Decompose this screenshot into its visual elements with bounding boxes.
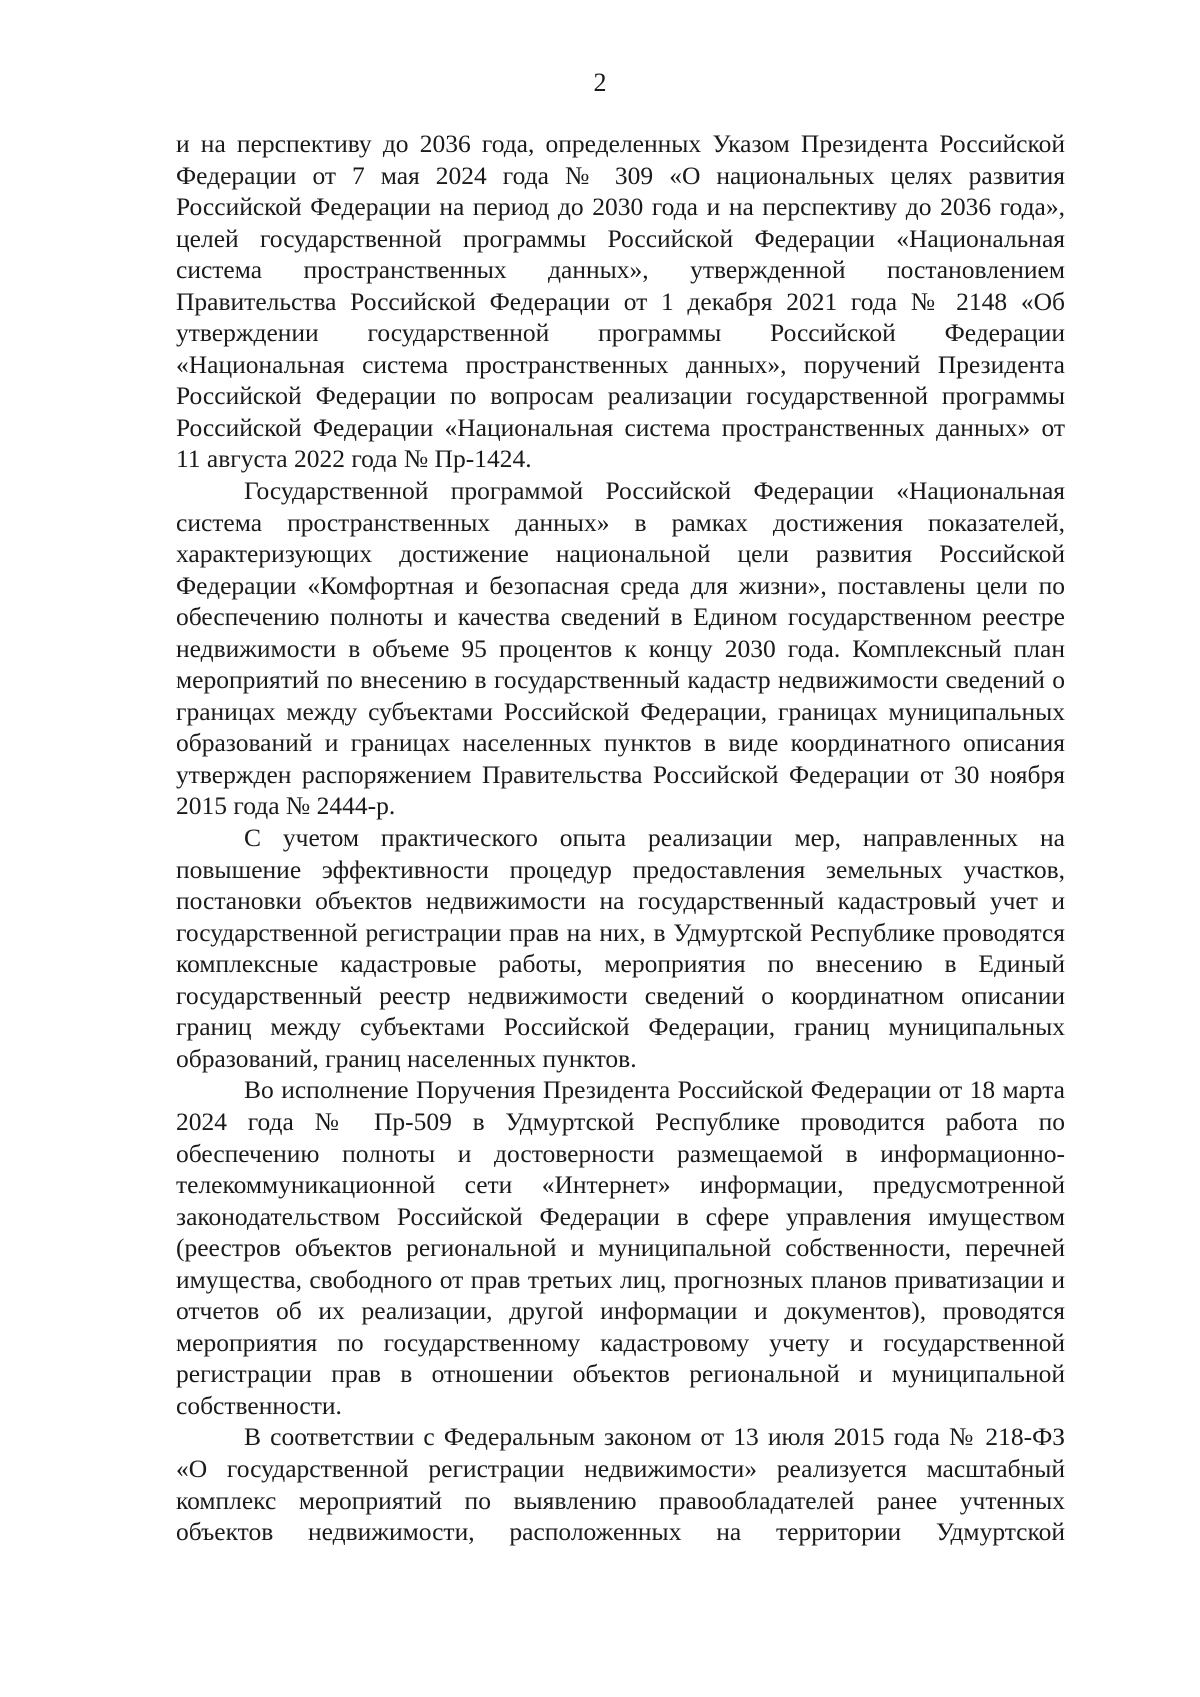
paragraph-presidential-order: Во исполнение Поручения Президента Российской Федерации от 18 марта 2024 года № Пр-509 в Удмуртской Республике проводится работа по обеспечению полноты и достоверности размещаемой в информационно-телекоммуникационной сети «Интернет» информации, предусмотренной законодательством Российской Федерации в сфере управления имуществом (реестров объектов региональной и муниципальной собственности, перечней имущества, свободного от прав третьих лиц, прогнозных планов приватизации и отчетов об их реализации, другой информации и документов), проводятся мероприятия по государственному кадастровому учету и государственной регистрации прав в отношении объектов региональной и муниципальной собственности. (176, 1075, 1065, 1420)
document-body (176, 128, 1065, 1548)
paragraph-cadastral-works: С учетом практического опыта реализации мер, направленных на повышение эффективности процедур предоставления земельных участков, постановки объектов недвижимости на государственный кадастровый учет и государственной регистрации прав на них, в Удмуртской Республике проводятся комплексные кадастровые работы, мероприятия по внесению в Единый государственный реестр недвижимости сведений о координатном описании границ между субъектами Российской Федерации, границ муниципальных образований, границ населенных пунктов. (176, 823, 1065, 1073)
paragraph-federal-law: В соответствии с Федеральным законом от 13 июля 2015 года № 218-ФЗ «О государственной регистрации недвижимости» реализуется масштабный комплекс мероприятий по выявлению правообладателей ранее учтенных объектов недвижимости, расположенных на территории Удмуртской (176, 1422, 1065, 1547)
paragraph-continuation: и на перспективу до 2036 года, определенных Указом Президента Российской Федерации от 7 мая 2024 года № 309 «О национальных целях развития Российской Федерации на период до 2030 года и на перспективу до 2036 года», целей государственной программы Российской Федерации «Национальная система пространственных данных», утвержденной постановлением Правительства Российской Федерации от 1 декабря 2021 года № 2148 «Об утверждении государственной программы Российской Федерации «Национальная система пространственных данных», поручений Президента Российской Федерации по вопросам реализации государственной программы Российской Федерации «Национальная система пространственных данных» от 11 августа 2022 года № Пр-1424. (176, 129, 1065, 474)
page-number: 2 (593, 68, 607, 97)
paragraph-state-program: Государственной программой Российской Федерации «Национальная система пространственных данных» в рамках достижения показателей, характеризующих достижение национальной цели развития Российской Федерации «Комфортная и безопасная среда для жизни», поставлены цели по обеспечению полноты и качества сведений в Едином государственном реестре недвижимости в объеме 95 процентов к концу 2030 года. Комплексный план мероприятий по внесению в государственный кадастр недвижимости сведений о границах между субъектами Российской Федерации, границах муниципальных образований и границах населенных пунктов в виде координатного описания утвержден распоряжением Правительства Российской Федерации от 30 ноября 2015 года № 2444-р. (176, 476, 1065, 821)
